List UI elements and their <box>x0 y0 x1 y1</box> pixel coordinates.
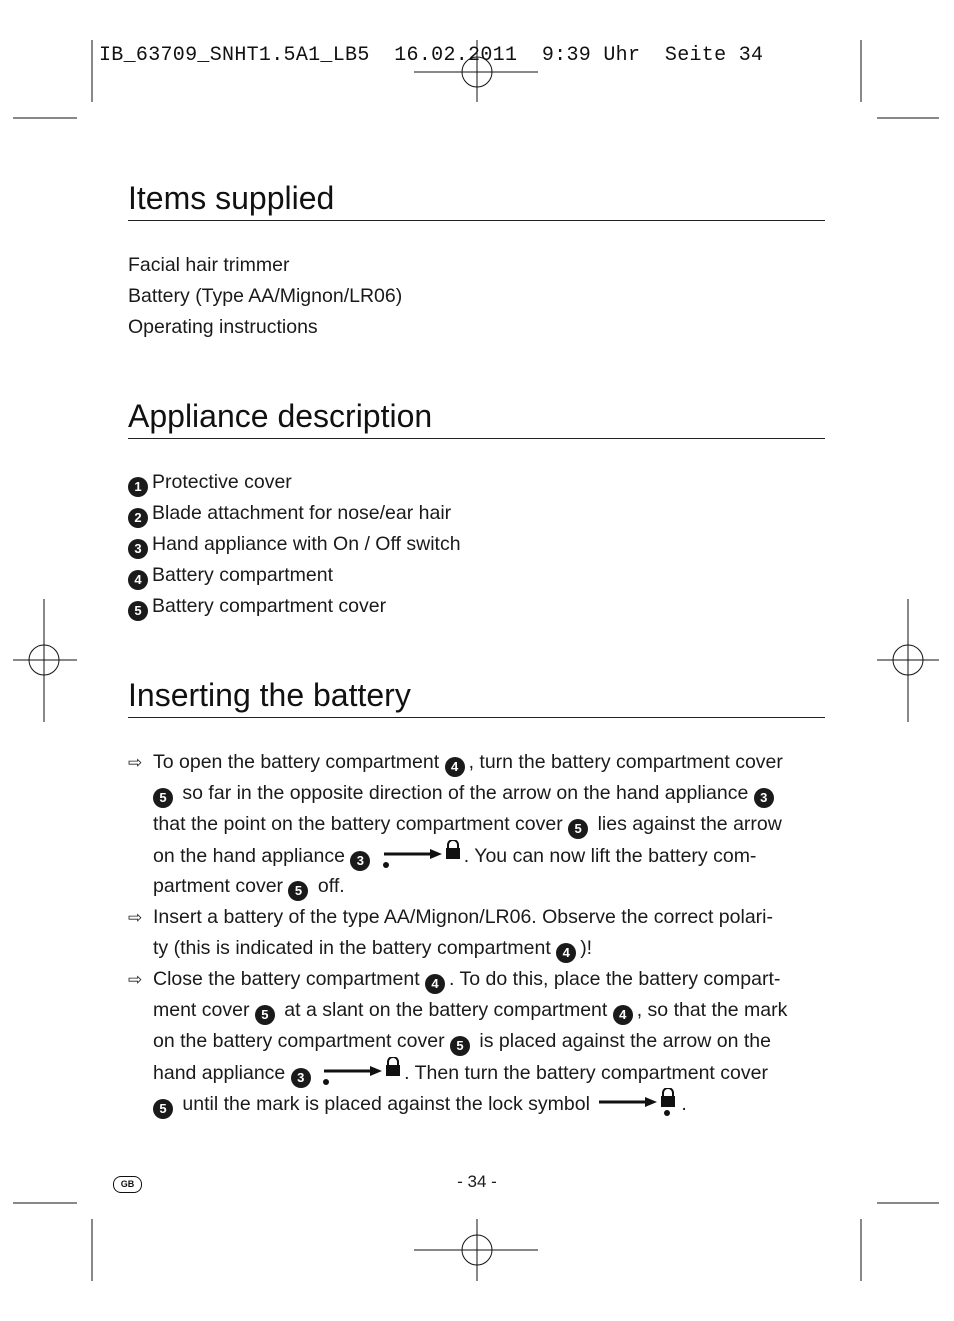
battery-instructions <box>128 747 828 1119</box>
part-label: Hand appliance with On / Off switch <box>152 533 461 555</box>
heading-inserting-battery: Inserting the battery <box>128 675 825 718</box>
print-slug: IB_63709_SNHT1.5A1_LB5 16.02.2011 9:39 Uhr Seite 34 <box>99 44 764 67</box>
items-supplied-list <box>128 250 402 343</box>
instruction-step <box>128 747 828 902</box>
arrow-right-outline-icon: ⇨ <box>128 908 143 927</box>
part-number-badge: 5 <box>128 601 148 621</box>
part-number-badge: 3 <box>128 539 148 559</box>
instruction-line: ment cover 5 at a slant on the battery compartment 4 , so that the mark <box>153 995 828 1026</box>
instruction-step <box>128 902 828 964</box>
part-reference-badge: 5 <box>255 1005 275 1025</box>
part-reference-badge: 3 <box>350 851 370 871</box>
list-item: Facial hair trimmer <box>128 254 290 276</box>
part-number-badge: 2 <box>128 508 148 528</box>
part-item <box>128 498 461 529</box>
part-reference-badge: 5 <box>568 819 588 839</box>
language-badge: GB <box>113 1176 142 1193</box>
part-item <box>128 467 461 498</box>
part-label: Blade attachment for nose/ear hair <box>152 502 452 524</box>
list-item: Battery (Type AA/Mignon/LR06) <box>128 285 403 307</box>
lock-closed-symbol-icon <box>595 1088 681 1116</box>
part-item <box>128 560 461 591</box>
part-reference-badge: 4 <box>556 943 576 963</box>
instruction-line: To open the battery compartment 4 , turn the battery compartment cover <box>153 747 828 778</box>
part-number-badge: 4 <box>128 570 148 590</box>
part-reference-badge: 5 <box>288 881 308 901</box>
appliance-parts-list <box>128 467 461 622</box>
part-label: Battery compartment <box>152 564 333 586</box>
part-reference-badge: 5 <box>153 1099 173 1119</box>
instruction-line: Insert a battery of the type AA/Mignon/LR06. Observe the correct polari- <box>153 906 773 928</box>
part-item <box>128 529 461 560</box>
page-number: - 34 - <box>457 1172 497 1191</box>
instruction-line: on the battery compartment cover 5 is placed against the arrow on the <box>153 1026 828 1057</box>
part-reference-badge: 4 <box>445 757 465 777</box>
part-reference-badge: 4 <box>613 1005 633 1025</box>
instruction-line: that the point on the battery compartment cover 5 lies against the arrow <box>153 809 828 840</box>
list-item: Operating instructions <box>128 316 318 338</box>
heading-appliance-description: Appliance description <box>128 396 825 439</box>
instruction-line: Close the battery compartment 4 . To do this, place the battery compart- <box>153 964 828 995</box>
part-reference-badge: 5 <box>153 788 173 808</box>
instruction-line: 5 so far in the opposite direction of the arrow on the hand appliance 3 <box>153 778 828 809</box>
instruction-line: partment cover 5 off. <box>153 871 828 902</box>
instruction-line: ty (this is indicated in the battery compartment 4 )! <box>153 933 828 964</box>
lock-open-symbol-icon <box>320 1057 404 1085</box>
part-label: Protective cover <box>152 471 292 493</box>
instruction-step <box>128 964 828 1119</box>
part-label: Battery compartment cover <box>152 595 387 617</box>
lock-open-symbol-icon <box>380 840 464 868</box>
part-reference-badge: 5 <box>450 1036 470 1056</box>
instruction-line: 5 until the mark is placed against the lock symbol . <box>153 1088 828 1119</box>
part-item <box>128 591 461 622</box>
instruction-line: hand appliance 3 . Then turn the battery compartment cover <box>153 1057 828 1088</box>
heading-items-supplied: Items supplied <box>128 178 825 221</box>
part-reference-badge: 3 <box>291 1068 311 1088</box>
part-reference-badge: 3 <box>754 788 774 808</box>
part-reference-badge: 4 <box>425 974 445 994</box>
arrow-right-outline-icon: ⇨ <box>128 753 143 772</box>
arrow-right-outline-icon: ⇨ <box>128 970 143 989</box>
part-number-badge: 1 <box>128 477 148 497</box>
instruction-line: on the hand appliance 3 . You can now lift the battery com- <box>153 840 828 871</box>
